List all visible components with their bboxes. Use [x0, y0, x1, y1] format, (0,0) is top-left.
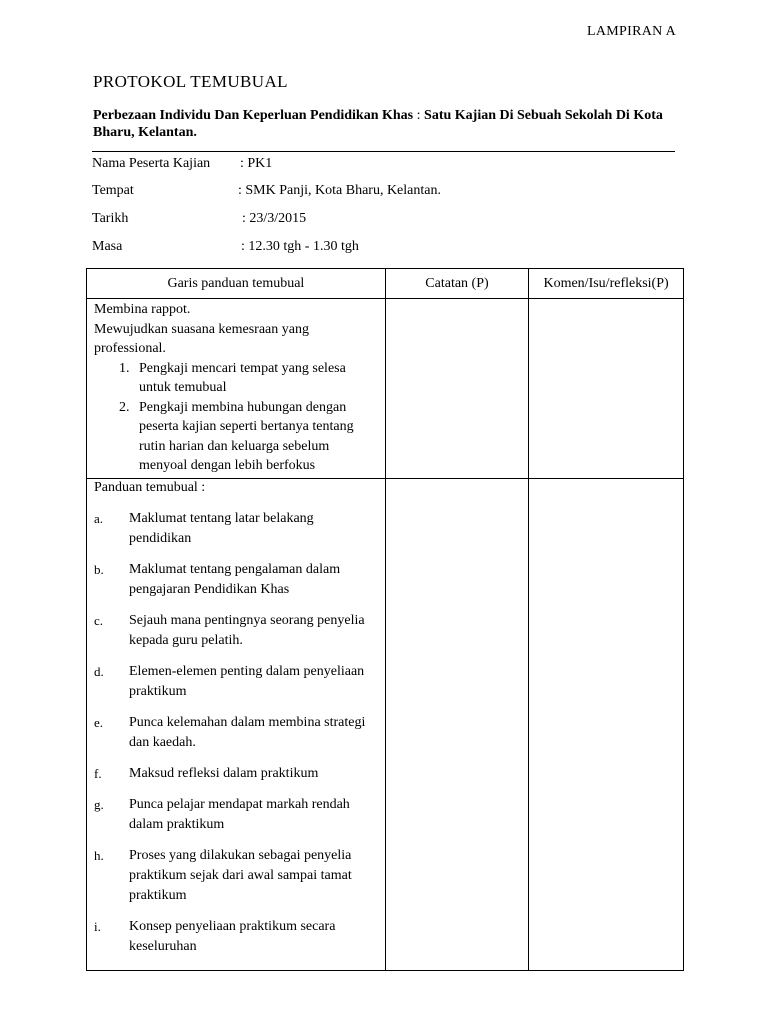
- rapport-line: Membina rappot.: [94, 302, 191, 317]
- comments-cell[interactable]: [529, 299, 684, 479]
- list-item: [94, 509, 379, 549]
- document-title: PROTOKOL TEMUBUAL: [93, 72, 288, 91]
- table-header-row: [87, 269, 684, 299]
- table-row-guide-questions: [87, 478, 684, 970]
- list-item: [94, 846, 379, 906]
- rapport-line: Mewujudkan suasana kemesraan yang professional.: [94, 321, 309, 356]
- subtitle-part-2: Satu Kajian Di Sebuah Sekolah Di Kota Bharu, Kelantan.: [93, 108, 663, 140]
- list-letter: f.: [94, 765, 102, 781]
- column-header-comments: Komen/Isu/refleksi(P): [529, 269, 684, 299]
- list-text: Elemen-elemen penting dalam penyeliaan praktikum: [129, 663, 365, 699]
- list-text: Sejauh mana pentingnya seorang penyelia kepada guru pelatih.: [129, 612, 365, 648]
- meta-label: Tarikh: [92, 211, 129, 226]
- appendix-label: LAMPIRAN A: [587, 24, 676, 39]
- document-subtitle: [93, 107, 683, 141]
- list-letter: a.: [94, 510, 104, 526]
- guide-cell: [87, 299, 386, 479]
- guide-cell: [87, 478, 386, 970]
- list-text: Maklumat tentang latar belakang pendidikan: [129, 510, 314, 546]
- list-item: [94, 917, 379, 957]
- list-text: Maklumat tentang pengalaman dalam pengajaran Pendidikan Khas: [129, 561, 341, 597]
- rapport-steps: [94, 359, 379, 476]
- guide-heading: Panduan temubual :: [94, 479, 206, 495]
- list-letter: d.: [94, 663, 104, 679]
- list-item: [94, 713, 379, 753]
- notes-cell[interactable]: [385, 478, 528, 970]
- list-number: 1.: [119, 360, 130, 376]
- list-item: [94, 662, 379, 702]
- meta-label: Nama Peserta Kajian: [92, 156, 211, 171]
- list-text: Maksud refleksi dalam praktikum: [129, 765, 319, 781]
- subtitle-part-1: Perbezaan Individu Dan Keperluan Pendidikan Khas: [93, 108, 414, 123]
- table-row-rapport: [87, 299, 684, 479]
- list-item: [94, 359, 379, 398]
- list-letter: g.: [94, 796, 104, 812]
- meta-value: : PK1: [240, 156, 273, 171]
- list-item: [94, 795, 379, 835]
- list-letter: h.: [94, 847, 104, 863]
- list-letter: e.: [94, 714, 104, 730]
- list-text: Punca kelemahan dalam membina strategi dan kaedah.: [129, 714, 366, 750]
- list-text: Konsep penyeliaan praktikum secara keseluruhan: [129, 918, 336, 954]
- meta-label: Tempat: [92, 183, 134, 198]
- header-divider: [92, 151, 675, 152]
- list-item: [94, 398, 379, 476]
- list-item: [94, 611, 379, 651]
- list-letter: i.: [94, 918, 101, 934]
- list-letter: b.: [94, 561, 104, 577]
- meta-value: : 23/3/2015: [242, 211, 307, 226]
- notes-cell[interactable]: [385, 299, 528, 479]
- list-item: [94, 764, 379, 784]
- meta-value: : 12.30 tgh - 1.30 tgh: [241, 239, 359, 254]
- list-text: Proses yang dilakukan sebagai penyelia praktikum sejak dari awal sampai tamat praktikum: [129, 847, 352, 903]
- list-text: Punca pelajar mendapat markah rendah dalam praktikum: [129, 796, 350, 832]
- column-header-notes: Catatan (P): [385, 269, 528, 299]
- meta-label: Masa: [92, 239, 123, 254]
- meta-value: : SMK Panji, Kota Bharu, Kelantan.: [238, 183, 441, 198]
- subtitle-separator: :: [413, 108, 425, 123]
- list-item: [94, 560, 379, 600]
- list-text: Pengkaji mencari tempat yang selesa untuk temubual: [139, 360, 346, 395]
- interview-guide-table: [86, 268, 684, 971]
- list-number: 2.: [119, 399, 130, 415]
- guide-questions-list: [94, 509, 379, 957]
- list-text: Pengkaji membina hubungan dengan peserta kajian seperti bertanya tentang rutin harian dan keluarga sebelum menyoal dengan lebih berfokus: [139, 399, 354, 473]
- comments-cell[interactable]: [529, 478, 684, 970]
- column-header-guide: Garis panduan temubual: [87, 269, 386, 299]
- list-letter: c.: [94, 612, 104, 628]
